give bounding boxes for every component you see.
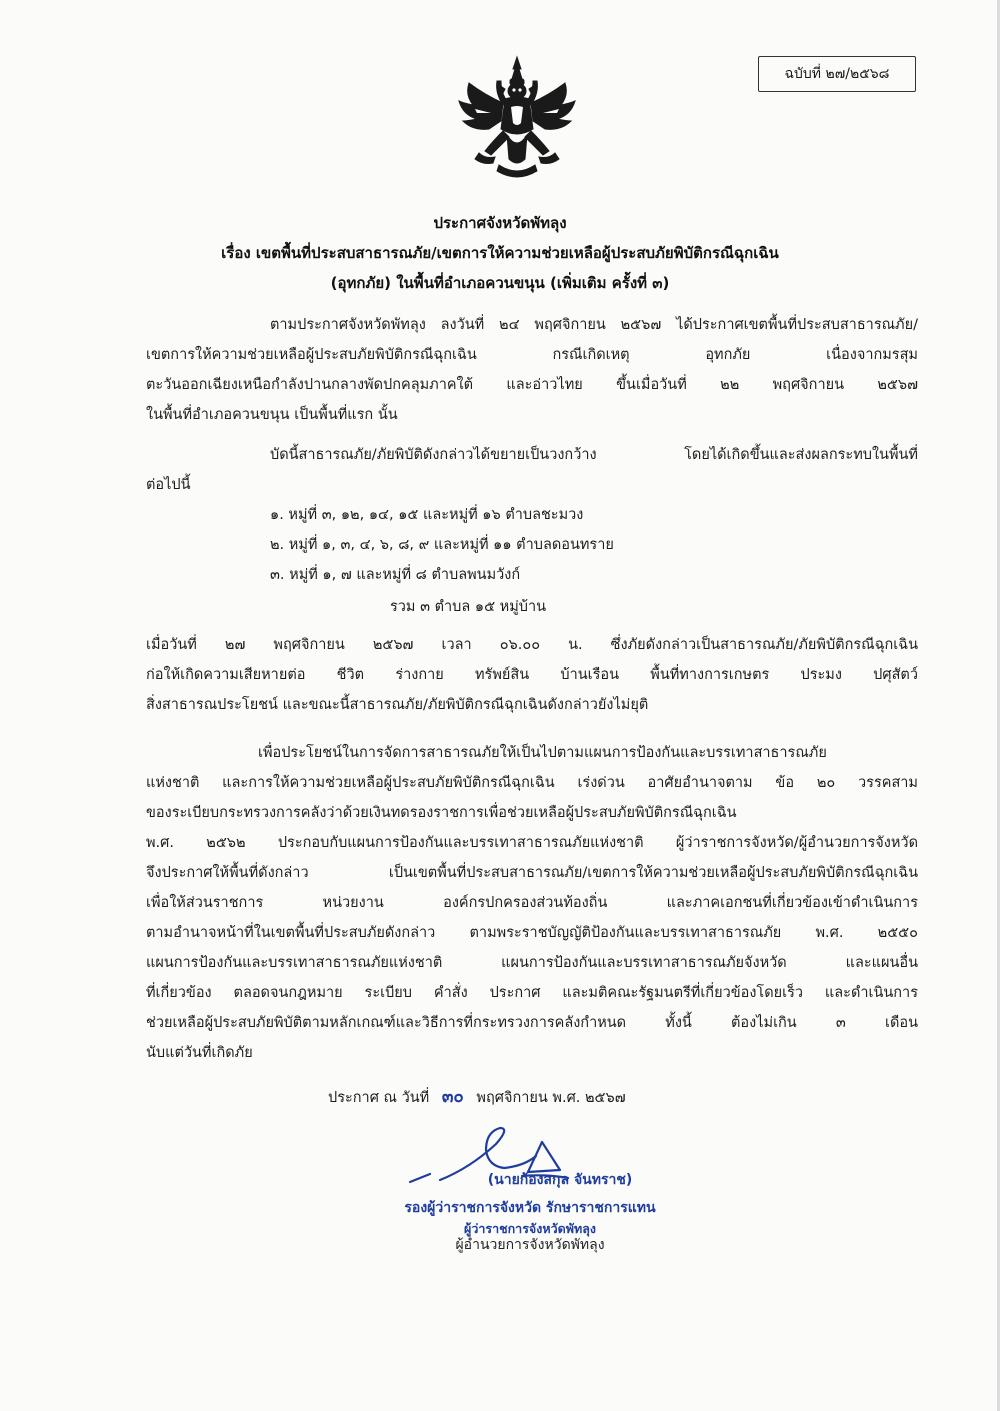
document-number-box: ฉบับที่ ๒๗/๒๕๖๘: [758, 56, 916, 92]
paragraph-4-line-11: นับแต่วันที่เกิดภัย: [146, 1045, 253, 1061]
list-item: ๓. หมู่ที่ ๑, ๗ และหมู่ที่ ๘ ตำบลพนมวังก์: [270, 567, 521, 583]
paragraph-4-line-8: แผนการป้องกันและบรรเทาสาธารณภัยแห่งชาติ แผนการป้องกันและบรรเทาสาธารณภัยจังหวัด และแผนอื่น: [146, 955, 918, 971]
document-subject-line-2: (อุทกภัย) ในพื้นที่อำเภอควนขนุน (เพิ่มเติม ครั้งที่ ๓): [330, 274, 670, 292]
document-subject-line-1: เรื่อง เขตพื้นที่ประสบสาธารณภัย/เขตการให้ความช่วยเหลือผู้ประสบภัยพิบัติกรณีฉุกเฉิน: [221, 244, 779, 262]
signer-position-1: รองผู้ว่าราชการจังหวัด รักษาราชการแทน: [404, 1200, 656, 1216]
paragraph-4-line-9: ที่เกี่ยวข้อง ตลอดจนกฎหมาย ระเบียบ คำสั่ง ประกาศ และมติคณะรัฐมนตรีที่เกี่ยวข้องโดยเร็ว และดำเนินการ: [146, 985, 918, 1001]
paragraph-4-line-3: ของระเบียบกระทรวงการคลังว่าด้วยเงินทดรองราชการเพื่อช่วยเหลือผู้ประสบภัยพิบัติกรณีฉุกเฉิน: [146, 805, 737, 821]
paragraph-1-line-2: เขตการให้ความช่วยเหลือผู้ประสบภัยพิบัติกรณีฉุกเฉิน กรณีเกิดเหตุ อุทกภัย เนื่องจากมรสุม: [146, 347, 918, 363]
paragraph-1-line-4: ในพื้นที่อำเภอควนขนุน เป็นพื้นที่แรก นั้น: [146, 407, 398, 423]
list-item: ๑. หมู่ที่ ๓, ๑๒, ๑๔, ๑๕ และหมู่ที่ ๑๖ ตำบลชะมวง: [270, 507, 584, 523]
paragraph-2-line-2: ต่อไปนี้: [146, 477, 191, 493]
paragraph-4-line-2: แห่งชาติ และการให้ความช่วยเหลือผู้ประสบภัยพิบัติกรณีฉุกเฉิน เร่งด่วน อาศัยอำนาจตาม ข้อ ๒๐ วรรคสาม: [146, 775, 918, 791]
paragraph-4-line-10: ช่วยเหลือผู้ประสบภัยพิบัติตามหลักเกณฑ์และวิธีการที่กระทรวงการคลังกำหนด ทั้งนี้ ต้องไม่เกิน ๓ เดือน: [146, 1015, 918, 1031]
paragraph-1-line-3: ตะวันออกเฉียงเหนือกำลังปานกลางพัดปกคลุมภาคใต้ และอ่าวไทย ขึ้นเมื่อวันที่ ๒๒ พฤศจิกายน ๒๕๖๗: [146, 377, 918, 393]
announcement-suffix: พฤศจิกายน พ.ศ. ๒๕๖๗: [476, 1090, 626, 1106]
announcement-prefix: ประกาศ ณ วันที่: [328, 1090, 430, 1106]
garuda-emblem-icon: [455, 55, 579, 181]
signer-position-2: ผู้ว่าราชการจังหวัดพัทลุง: [464, 1221, 596, 1236]
signature-block: [350, 1166, 710, 1254]
announcement-day: ๓๐: [441, 1087, 464, 1107]
paragraph-4-line-7: ตามอำนาจหน้าที่ในเขตพื้นที่ประสบภัยดังกล่าว ตามพระราชบัญญัติป้องกันและบรรเทาสาธารณภัย พ.ศ. ๒๕๕๐: [146, 925, 918, 941]
paragraph-4-line-6: เพื่อให้ส่วนราชการ หน่วยงาน องค์กรปกครองส่วนท้องถิ่น และภาคเอกชนที่เกี่ยวข้องเข้าดำเนินการ: [146, 895, 918, 911]
paragraph-2-line-1: บัดนี้สาธารณภัย/ภัยพิบัติดังกล่าวได้ขยายเป็นวงกว้าง โดยได้เกิดขึ้นและส่งผลกระทบในพื้นที่: [270, 447, 918, 463]
paragraph-3-line-2: ก่อให้เกิดความเสียหายต่อ ชีวิต ร่างกาย ทรัพย์สิน บ้านเรือน พื้นที่ทางการเกษตร ประมง ปศุสัตว์: [146, 667, 918, 683]
signer-name: (นายก้องสกุล จันทราช): [487, 1172, 633, 1188]
paragraph-4-line-4: พ.ศ. ๒๕๖๒ ประกอบกับแผนการป้องกันและบรรเทาสาธารณภัยแห่งชาติ ผู้ว่าราชการจังหวัด/ผู้อำนวยการจังหวัด: [146, 835, 918, 851]
document-header: [160, 208, 840, 298]
list-item: ๒. หมู่ที่ ๑, ๓, ๔, ๖, ๘, ๙ และหมู่ที่ ๑๑ ตำบลดอนทราย: [270, 537, 614, 553]
paragraph-3-line-3: สิ่งสาธารณประโยชน์ และขณะนี้สาธารณภัย/ภัยพิบัติกรณีฉุกเฉินดังกล่าวยังไม่ยุติ: [146, 697, 649, 713]
paragraph-3-line-1: เมื่อวันที่ ๒๗ พฤศจิกายน ๒๕๖๗ เวลา ๐๖.๐๐ น. ซึ่งภัยดังกล่าวเป็นสาธารณภัย/ภัยพิบัติกรณีฉุกเฉิน: [146, 637, 918, 653]
list-total: รวม ๓ ตำบล ๑๕ หมู่บ้าน: [390, 599, 547, 615]
paragraph-1-line-1: ตามประกาศจังหวัดพัทลุง ลงวันที่ ๒๔ พฤศจิกายน ๒๕๖๗ ได้ประกาศเขตพื้นที่ประสบสาธารณภัย/: [270, 317, 918, 333]
paragraph-4-line-5: จึงประกาศให้พื้นที่ดังกล่าว เป็นเขตพื้นที่ประสบสาธารณภัย/เขตการให้ความช่วยเหลือผู้ประสบภัยพิบัติกรณีฉุกเฉิน: [146, 865, 918, 881]
paragraph-4-line-1: เพื่อประโยชน์ในการจัดการสาธารณภัยให้เป็นไปตามแผนการป้องกันและบรรเทาสาธารณภัย: [258, 745, 827, 761]
signer-position-3: ผู้อำนวยการจังหวัดพัทลุง: [455, 1237, 605, 1253]
announcement-date-line: [328, 1082, 626, 1113]
document-title: ประกาศจังหวัดพัทลุง: [433, 214, 567, 232]
